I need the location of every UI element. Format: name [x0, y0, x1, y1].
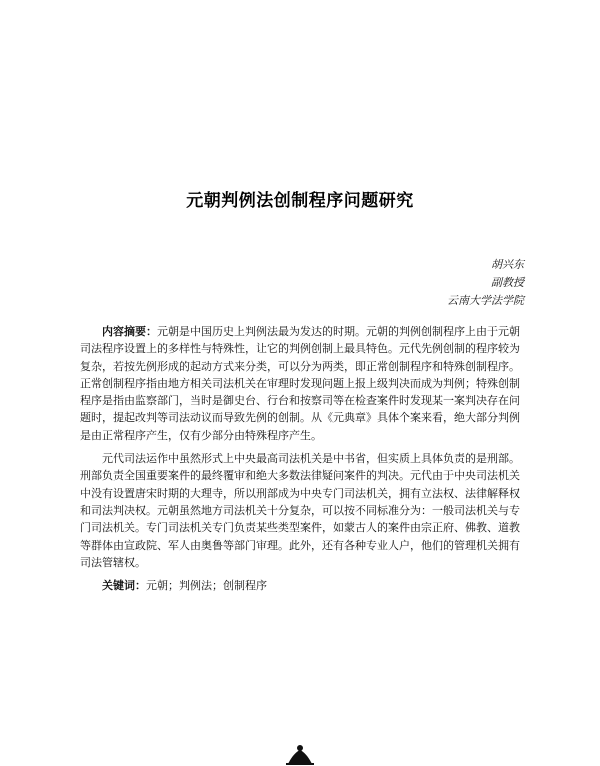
author-position: 副教授 [491, 276, 524, 289]
abstract-text-1: 元朝是中国历史上判例法最为发达的时期。元朝的判例创制程序上由于元朝司法程序设置上的多样性与特殊性，让它的判例创制上最具特色。元代先例创制的程序较为复杂，若按先例形成的起动方式来分类，可以分为两类，即正常创制程序和特殊创制程序。正常创制程序指由地方相关司法机关在审理时发现问题上报上级判决而成为判例；特殊创制程序是指由监察部门，当时是御史台、行台和按察司等在检查案件时发现某一案判决存在问题时，提起改判等司法动议而导致先例的创制。从《元典章》具体个案来看，绝大部分判例是由正常程序产生，仅有少部分由特殊程序产生。 [80, 325, 520, 442]
author-block [447, 256, 524, 310]
abstract-paragraph-1 [80, 323, 520, 444]
author-name: 胡兴东 [491, 258, 524, 271]
author-affiliation: 云南大学法学院 [447, 294, 524, 307]
keywords-line [80, 577, 520, 594]
keywords-label: 关键词： [102, 579, 146, 593]
abstract-paragraph-2: 元代司法运作中虽然形式上中央最高司法机关是中书省，但实质上具体负责的是刑部。刑部负责全国重要案件的最终覆审和绝大多数法律疑问案件的判决。元代由于中央司法机关中没有设置唐宋时期的大理寺，所以刑部成为中央专门司法机关，拥有立法权、法律解释权和司法判决权。元朝虽然地方司法机关十分复杂，可以按不同标准分为：一般司法机关与专门司法机关。专门司法机关专门负责某些类型案件，如蒙古人的案件由宗正府、佛教、道教等群体由宣政院、军人由奥鲁等部门审理。此外，还有各种专业人户，他们的管理机关拥有司法管辖权。 [80, 452, 520, 569]
abstract-section [80, 323, 520, 594]
paper-title: 元朝判例法创制程序问题研究 [186, 191, 414, 211]
keywords-text: 元朝；判例法；创制程序 [146, 579, 267, 593]
page-ornament-icon [284, 742, 316, 766]
abstract-label: 内容摘要： [102, 325, 157, 338]
